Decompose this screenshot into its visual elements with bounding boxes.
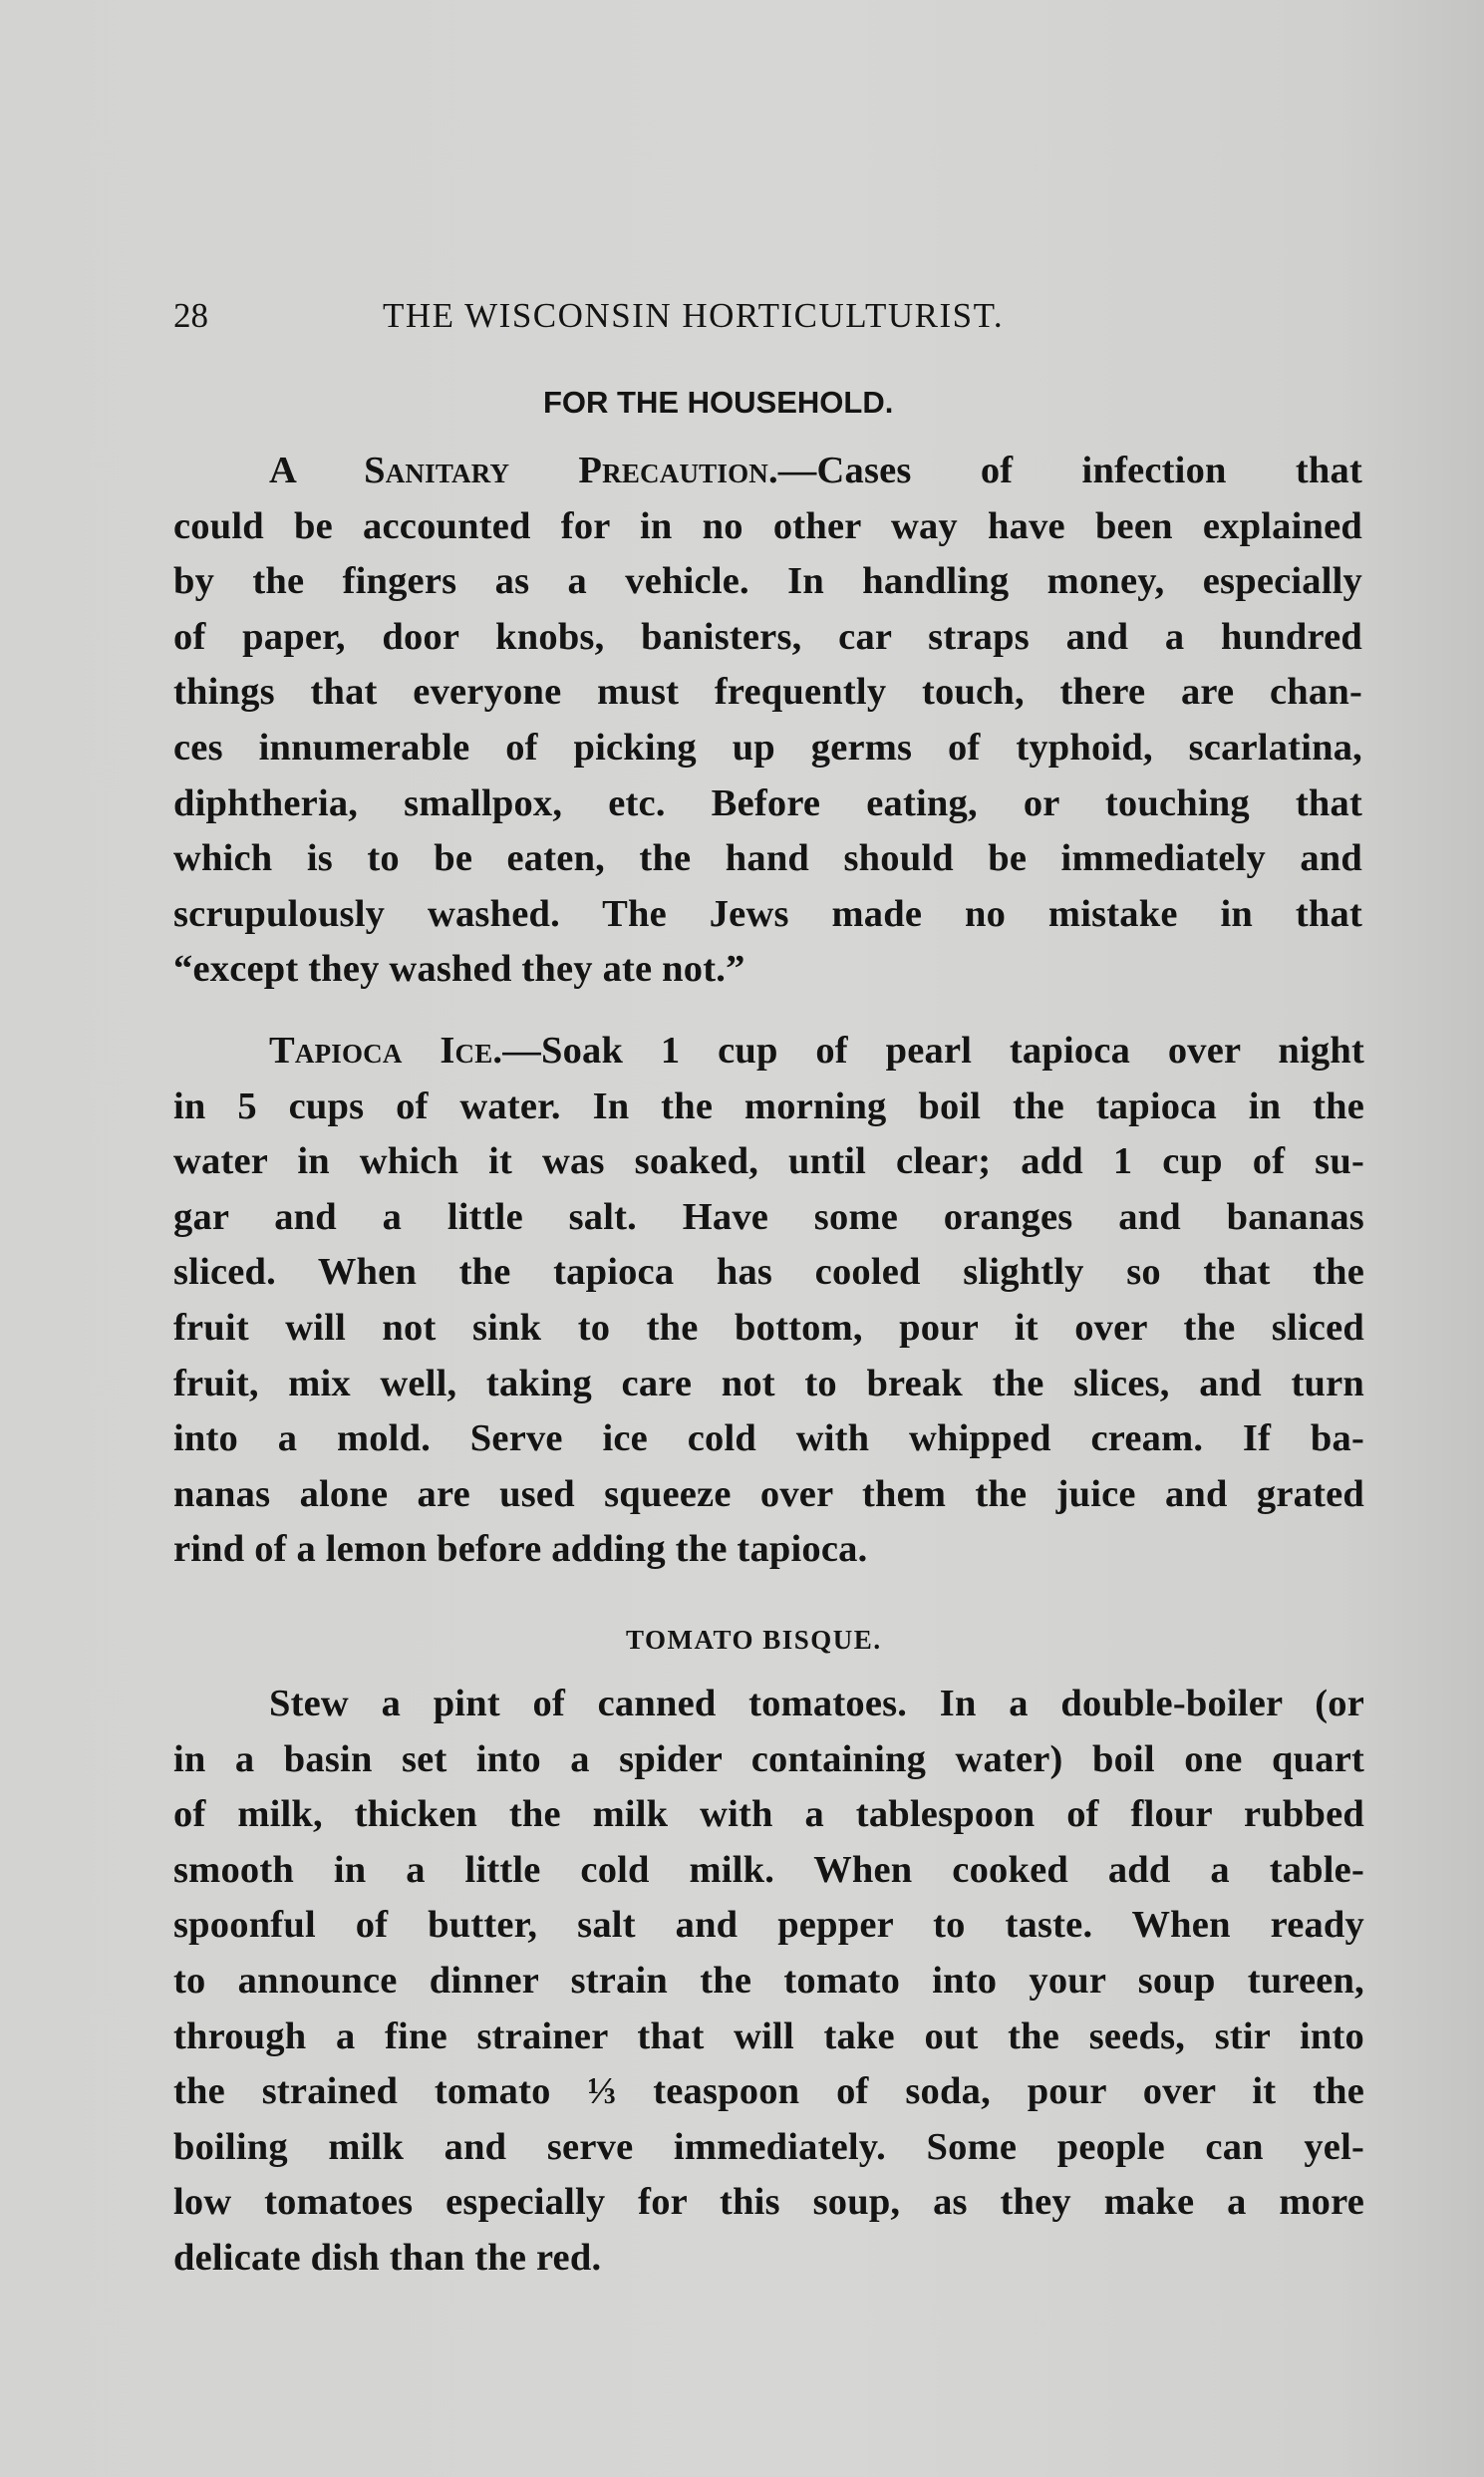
paragraph-line: fruit, mix well, taking care not to break the slices, and turn	[173, 1362, 1364, 1404]
paragraph-line: the strained tomato ⅓ teaspoon of soda, pour over it the	[173, 2070, 1364, 2113]
paragraph-line: which is to be eaten, the hand should be immediately and	[173, 837, 1362, 880]
tapioca-ice-paragraph	[173, 1024, 1364, 1578]
tomato-bisque-heading: TOMATO BISQUE.	[626, 1625, 882, 1655]
paragraph-line: Stew a pint of canned tomatoes. In a double-boiler (or	[269, 1683, 1364, 1724]
paragraph-line: through a fine strainer that will take out the seeds, stir into	[173, 2014, 1364, 2057]
paragraph-line: scrupulously washed. The Jews made no mistake in that	[173, 892, 1362, 935]
paragraph-line: spoonful of butter, salt and pepper to taste. When ready	[173, 1904, 1364, 1947]
paragraph-line: nanas alone are used squeeze over them the juice and grated	[173, 1472, 1364, 1515]
paragraph-line: in 5 cups of water. In the morning boil the tapioca in the	[173, 1084, 1364, 1127]
paragraph-line: into a mold. Serve ice cold with whipped cream. If ba-	[173, 1417, 1364, 1460]
paragraph-line: delicate dish than the red.	[173, 2236, 602, 2279]
paragraph-line: Tapioca Ice.—Soak 1 cup of pearl tapioca over night	[269, 1030, 1364, 1072]
paragraph-line: gar and a little salt. Have some oranges and bananas	[173, 1195, 1364, 1238]
paragraph-line: could be accounted for in no other way have been explained	[173, 504, 1362, 547]
paragraph-line: things that everyone must frequently touch, there are chan-	[173, 671, 1362, 714]
page-number: 28	[173, 296, 208, 335]
paragraph-line: fruit will not sink to the bottom, pour it over the sliced	[173, 1306, 1364, 1349]
section-heading: FOR THE HOUSEHOLD.	[543, 385, 894, 420]
page-header	[173, 291, 1190, 341]
paragraph-line: in a basin set into a spider containing water) boil one quart	[173, 1737, 1364, 1780]
paragraph-title: A Sanitary Precaution.	[269, 450, 778, 491]
paragraph-line: diphtheria, smallpox, etc. Before eating, or touching that	[173, 781, 1362, 824]
paragraph-line: smooth in a little cold milk. When cooked add a table-	[173, 1848, 1364, 1891]
sanitary-precaution-paragraph	[173, 444, 1362, 998]
paragraph-line: low tomatoes especially for this soup, as they make a more	[173, 2181, 1364, 2224]
paragraph-line: A Sanitary Precaution.—Cases of infection that	[269, 450, 1362, 491]
paragraph-line: of milk, thicken the milk with a tablespoon of flour rubbed	[173, 1793, 1364, 1836]
paragraph-line: “except they washed they ate not.”	[173, 948, 745, 991]
paragraph-line: to announce dinner strain the tomato into your soup tureen,	[173, 1959, 1364, 2002]
paragraph-line: water in which it was soaked, until clear; add 1 cup of su-	[173, 1140, 1364, 1183]
paragraph-title: Tapioca Ice.	[269, 1030, 503, 1072]
paragraph-line: of paper, door knobs, banisters, car straps and a hundred	[173, 615, 1362, 658]
paragraph-line: rind of a lemon before adding the tapioca.	[173, 1528, 868, 1571]
paragraph-line: ces innumerable of picking up germs of typhoid, scarlatina,	[173, 726, 1362, 769]
running-head: THE WISCONSIN HORTICULTURIST.	[383, 296, 1005, 335]
tomato-bisque-paragraph	[173, 1677, 1364, 2287]
paragraph-line: by the fingers as a vehicle. In handling money, especially	[173, 560, 1362, 603]
paragraph-line: boiling milk and serve immediately. Some people can yel-	[173, 2125, 1364, 2168]
paragraph-line: sliced. When the tapioca has cooled slightly so that the	[173, 1251, 1364, 1294]
